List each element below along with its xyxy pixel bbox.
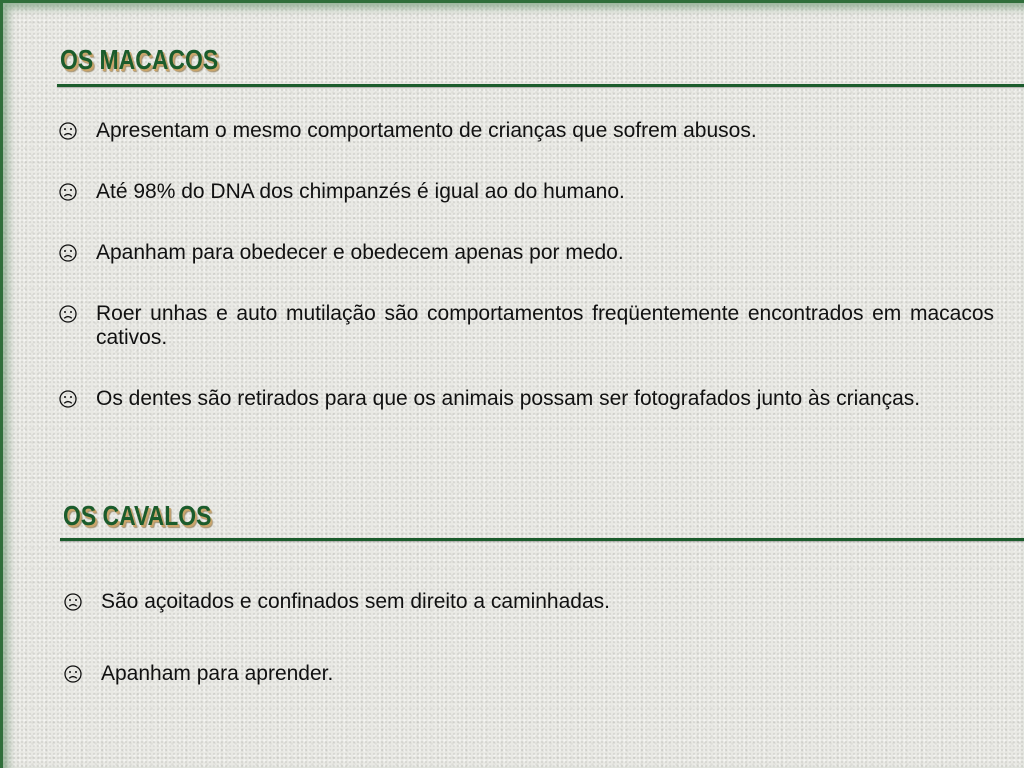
section-title-cavalos: OS CAVALOS <box>63 500 212 531</box>
frown-face-icon <box>63 664 83 684</box>
list-item <box>58 119 994 143</box>
frown-face-icon <box>58 243 78 263</box>
section-divider-macacos <box>57 84 1024 87</box>
frown-face-icon <box>63 592 83 612</box>
frown-face-icon <box>58 304 78 324</box>
section-title-macacos: OS MACACOS <box>60 44 219 75</box>
bullet-text: Até 98% do DNA dos chimpanzés é igual ao do humano. <box>96 180 625 203</box>
frown-face-icon <box>58 389 78 409</box>
bullet-text: Apanham para aprender. <box>101 662 334 685</box>
list-item <box>63 662 963 686</box>
list-item <box>58 302 994 350</box>
list-item <box>58 387 994 411</box>
bullet-text: Apresentam o mesmo comportamento de crianças que sofrem abusos. <box>96 119 757 142</box>
section-divider-cavalos <box>60 538 1024 541</box>
bullet-list-macacos <box>58 119 994 448</box>
list-item <box>58 180 994 204</box>
bullet-text: Os dentes são retirados para que os animais possam ser fotografados junto às crianças. <box>96 387 921 410</box>
list-item <box>58 241 994 265</box>
frown-face-icon <box>58 121 78 141</box>
list-item <box>63 590 963 614</box>
bullet-text: Roer unhas e auto mutilação são comportamentos freqüentemente encontrados em macacos cativos. <box>96 302 994 349</box>
bullet-text: Apanham para obedecer e obedecem apenas por medo. <box>96 241 624 264</box>
frown-face-icon <box>58 182 78 202</box>
bullet-text: São açoitados e confinados sem direito a caminhadas. <box>101 590 610 613</box>
bullet-list-cavalos <box>63 590 963 734</box>
